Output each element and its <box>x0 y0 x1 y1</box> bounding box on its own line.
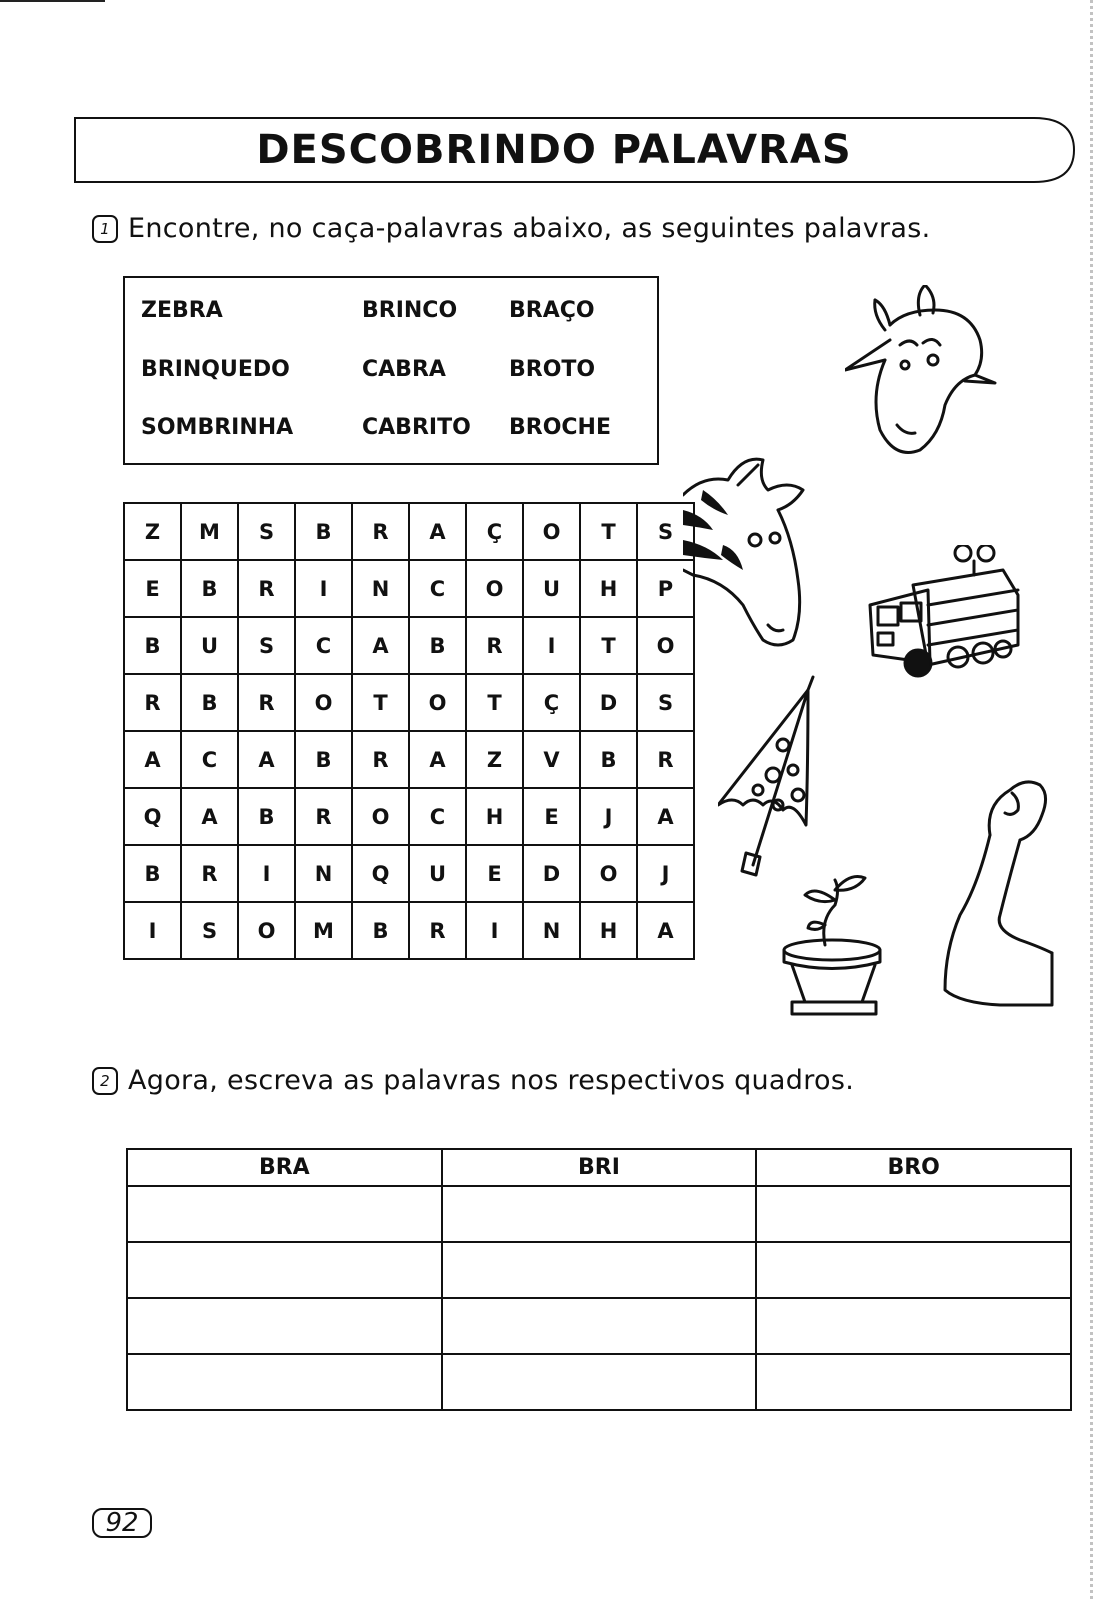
grid-row <box>124 560 694 617</box>
grid-cell[interactable]: C <box>181 731 238 788</box>
grid-cell[interactable]: R <box>466 617 523 674</box>
grid-cell[interactable]: O <box>523 503 580 560</box>
grid-row <box>124 674 694 731</box>
grid-cell[interactable]: S <box>637 503 694 560</box>
instruction-text: Agora, escreva as palavras nos respectivos quadros. <box>128 1065 855 1096</box>
word-list-item: CABRA <box>362 357 446 382</box>
grid-cell[interactable]: Q <box>124 788 181 845</box>
grid-cell[interactable]: B <box>352 902 409 959</box>
grid-cell[interactable]: Z <box>124 503 181 560</box>
grid-cell[interactable]: P <box>637 560 694 617</box>
grid-cell[interactable]: O <box>637 617 694 674</box>
grid-row <box>124 731 694 788</box>
grid-cell[interactable]: B <box>295 731 352 788</box>
grid-cell[interactable]: R <box>238 560 295 617</box>
grid-cell[interactable]: C <box>409 788 466 845</box>
grid-cell[interactable]: O <box>295 674 352 731</box>
grid-cell[interactable]: I <box>523 617 580 674</box>
grid-cell[interactable]: B <box>181 674 238 731</box>
grid-cell[interactable]: D <box>523 845 580 902</box>
grid-cell[interactable]: S <box>238 503 295 560</box>
grid-cell[interactable]: J <box>637 845 694 902</box>
word-list-item: CABRITO <box>362 415 471 440</box>
grid-cell[interactable]: Ç <box>466 503 523 560</box>
goat-icon <box>845 285 1015 465</box>
grid-cell[interactable]: H <box>580 902 637 959</box>
grid-cell[interactable]: I <box>124 902 181 959</box>
grid-cell[interactable]: C <box>295 617 352 674</box>
grid-cell[interactable]: I <box>238 845 295 902</box>
grid-cell[interactable]: Ç <box>523 674 580 731</box>
grid-cell[interactable]: O <box>580 845 637 902</box>
grid-cell[interactable]: B <box>295 503 352 560</box>
grid-cell[interactable]: R <box>295 788 352 845</box>
grid-cell[interactable]: H <box>466 788 523 845</box>
grid-cell[interactable]: Z <box>466 731 523 788</box>
grid-cell[interactable]: A <box>409 503 466 560</box>
grid-cell[interactable]: D <box>580 674 637 731</box>
arm-icon <box>940 775 1060 1020</box>
sprout-pot-icon <box>780 870 885 1020</box>
answer-cell[interactable] <box>442 1242 757 1298</box>
answer-row <box>127 1354 1071 1410</box>
grid-cell[interactable]: S <box>238 617 295 674</box>
grid-cell[interactable]: N <box>295 845 352 902</box>
answer-table <box>126 1148 1072 1411</box>
instruction-number: 1 <box>92 215 118 243</box>
answer-cell[interactable] <box>756 1354 1071 1410</box>
answer-cell[interactable] <box>127 1186 442 1242</box>
grid-cell[interactable]: O <box>238 902 295 959</box>
answer-header: BRO <box>756 1149 1071 1186</box>
word-list-item: BRINQUEDO <box>141 357 290 382</box>
grid-cell[interactable]: E <box>466 845 523 902</box>
grid-cell[interactable]: B <box>409 617 466 674</box>
word-list-item: BROCHE <box>509 415 611 440</box>
grid-cell[interactable]: B <box>580 731 637 788</box>
grid-cell[interactable]: T <box>352 674 409 731</box>
top-rule <box>0 0 105 2</box>
grid-cell[interactable]: E <box>124 560 181 617</box>
grid-cell[interactable]: I <box>295 560 352 617</box>
grid-cell[interactable]: U <box>181 617 238 674</box>
scan-edge <box>1090 0 1093 1600</box>
grid-cell[interactable]: J <box>580 788 637 845</box>
grid-cell[interactable]: E <box>523 788 580 845</box>
title-banner <box>74 117 1084 183</box>
word-list-item: BROTO <box>509 357 596 382</box>
grid-cell[interactable]: A <box>352 617 409 674</box>
grid-cell[interactable]: H <box>580 560 637 617</box>
umbrella-icon <box>718 675 818 885</box>
word-list-item: SOMBRINHA <box>141 415 294 440</box>
zebra-icon <box>683 455 818 655</box>
answer-cell[interactable] <box>442 1298 757 1354</box>
grid-cell[interactable]: T <box>466 674 523 731</box>
grid-cell[interactable]: V <box>523 731 580 788</box>
instruction-1 <box>92 213 931 244</box>
toy-truck-icon <box>868 545 1023 680</box>
grid-cell[interactable]: T <box>580 503 637 560</box>
grid-cell[interactable]: B <box>124 845 181 902</box>
word-list-item: BRINCO <box>362 298 458 323</box>
answer-cell[interactable] <box>127 1354 442 1410</box>
grid-cell[interactable]: S <box>637 674 694 731</box>
grid-cell[interactable]: R <box>124 674 181 731</box>
grid-cell[interactable]: R <box>352 503 409 560</box>
grid-cell[interactable]: O <box>409 674 466 731</box>
grid-row <box>124 845 694 902</box>
grid-cell[interactable]: A <box>181 788 238 845</box>
grid-cell[interactable]: S <box>181 902 238 959</box>
grid-cell[interactable]: I <box>466 902 523 959</box>
answer-cell[interactable] <box>442 1186 757 1242</box>
grid-row <box>124 503 694 560</box>
grid-cell[interactable]: B <box>181 560 238 617</box>
grid-cell[interactable]: B <box>124 617 181 674</box>
grid-cell[interactable]: R <box>238 674 295 731</box>
grid-cell[interactable]: Q <box>352 845 409 902</box>
grid-cell[interactable]: O <box>352 788 409 845</box>
grid-cell[interactable]: N <box>523 902 580 959</box>
answer-header-row <box>127 1149 1071 1186</box>
grid-cell[interactable]: A <box>409 731 466 788</box>
grid-cell[interactable]: N <box>352 560 409 617</box>
word-list-item: ZEBRA <box>141 298 223 323</box>
grid-cell[interactable]: B <box>238 788 295 845</box>
grid-cell[interactable]: M <box>295 902 352 959</box>
answer-cell[interactable] <box>127 1298 442 1354</box>
answer-cell[interactable] <box>442 1354 757 1410</box>
grid-row <box>124 617 694 674</box>
word-list-box <box>123 276 659 465</box>
grid-cell[interactable]: A <box>637 902 694 959</box>
answer-cell[interactable] <box>756 1242 1071 1298</box>
grid-cell[interactable]: R <box>181 845 238 902</box>
answer-row <box>127 1298 1071 1354</box>
answer-row <box>127 1242 1071 1298</box>
grid-cell[interactable]: A <box>238 731 295 788</box>
grid-cell[interactable]: C <box>409 560 466 617</box>
grid-cell[interactable]: U <box>409 845 466 902</box>
answer-header: BRI <box>442 1149 757 1186</box>
page-title: DESCOBRINDO PALAVRAS <box>256 127 852 173</box>
grid-cell[interactable]: M <box>181 503 238 560</box>
grid-cell[interactable]: R <box>637 731 694 788</box>
word-list-item: BRAÇO <box>509 298 595 323</box>
grid-row <box>124 788 694 845</box>
grid-cell[interactable]: A <box>124 731 181 788</box>
grid-cell[interactable]: A <box>637 788 694 845</box>
grid-cell[interactable]: T <box>580 617 637 674</box>
grid-cell[interactable]: U <box>523 560 580 617</box>
answer-cell[interactable] <box>756 1298 1071 1354</box>
instruction-number: 2 <box>92 1067 118 1095</box>
instruction-2 <box>92 1065 854 1096</box>
word-search-grid <box>123 502 695 960</box>
answer-cell[interactable] <box>127 1242 442 1298</box>
grid-row <box>124 902 694 959</box>
page-number: 92 <box>92 1508 152 1538</box>
grid-cell[interactable]: R <box>409 902 466 959</box>
grid-cell[interactable]: O <box>466 560 523 617</box>
grid-cell[interactable]: R <box>352 731 409 788</box>
answer-row <box>127 1186 1071 1242</box>
answer-cell[interactable] <box>756 1186 1071 1242</box>
instruction-text: Encontre, no caça-palavras abaixo, as seguintes palavras. <box>128 213 931 244</box>
answer-header: BRA <box>127 1149 442 1186</box>
